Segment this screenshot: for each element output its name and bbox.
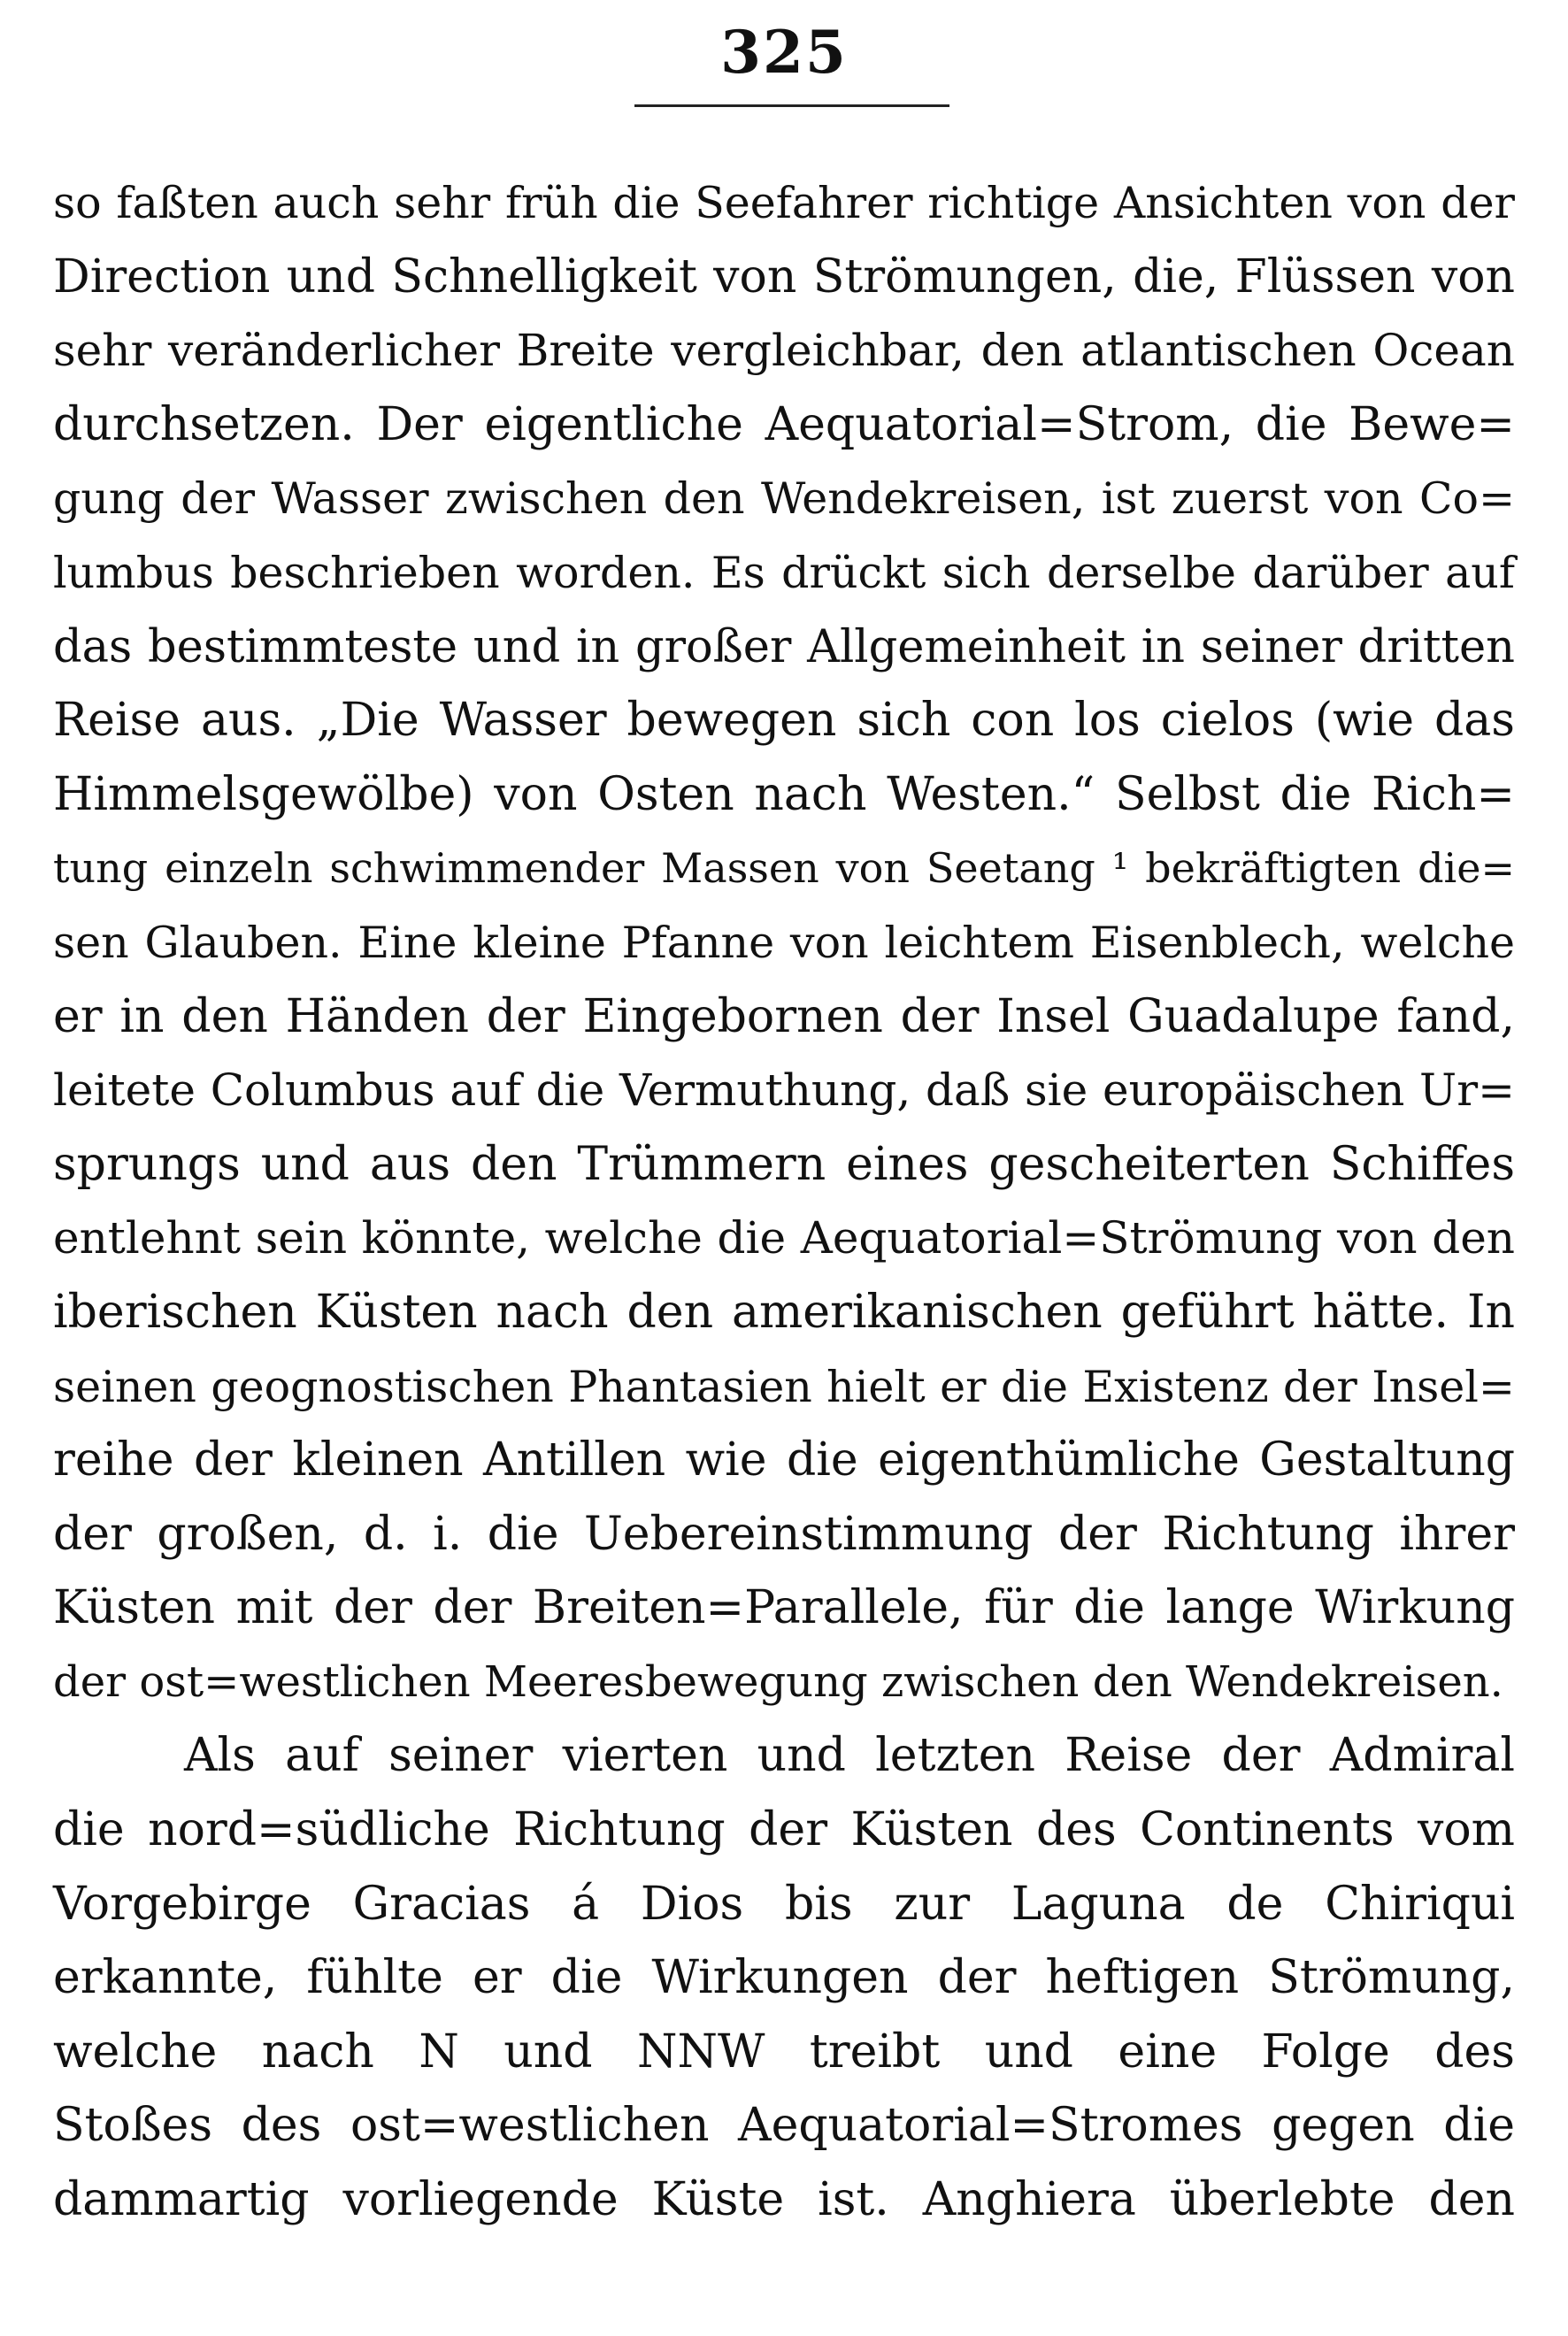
body-text	[53, 166, 1515, 2238]
text-line-18: reihe der kleinen Antillen wie die eigenthümliche Gestaltung	[53, 1433, 1515, 1487]
text-line-7: das bestimmteste und in großer Allgemeinheit in seiner dritten	[53, 620, 1515, 673]
text-line-11: sen Glauben. Eine kleine Pfanne von leichtem Eisenblech, welche	[53, 917, 1515, 968]
page-number: 325	[720, 18, 848, 87]
text-line-12: er in den Händen der Eingebornen der Insel Guadalupe fand,	[53, 989, 1515, 1043]
text-line-16: iberischen Küsten nach den amerikanischen geführt hätte. In	[53, 1285, 1515, 1339]
header-rule	[634, 104, 949, 107]
text-line-27: Stoßes des ost=westlichen Aequatorial=Stromes gegen die	[53, 2099, 1515, 2153]
text-line-25: erkannte, fühlte er die Wirkungen der heftigen Strömung,	[53, 1951, 1515, 2005]
text-line-19: der großen, d. i. die Uebereinstimmung der Richtung ihrer	[53, 1507, 1515, 1561]
text-line-2: Direction und Schnelligkeit von Strömungen, die, Flüssen von	[53, 250, 1515, 304]
text-line-21: der ost=westlichen Meeresbewegung zwischen den Wendekreisen.	[53, 1656, 1503, 1707]
text-line-24: Vorgebirge Gracias á Dios bis zur Laguna de Chiriqui	[53, 1877, 1515, 1931]
text-line-3: sehr veränderlicher Breite vergleichbar, den atlantischen Ocean	[53, 325, 1515, 377]
text-line-23: die nord=südliche Richtung der Küsten des Continents vom	[53, 1803, 1515, 1857]
text-line-28: dammartig vorliegende Küste ist. Anghiera überlebte den	[53, 2173, 1515, 2227]
text-line-22: Als auf seiner vierten und letzten Reise der Admiral	[184, 1729, 1515, 1783]
text-line-14: sprungs und aus den Trümmern eines gescheiterten Schiffes	[53, 1137, 1515, 1191]
text-line-5: gung der Wasser zwischen den Wendekreisen, ist zuerst von Co=	[53, 473, 1515, 525]
text-line-20: Küsten mit der der Breiten=Parallele, für die lange Wirkung	[53, 1581, 1515, 1635]
text-line-17: seinen geognostischen Phantasien hielt er die Existenz der Insel=	[53, 1361, 1515, 1412]
text-line-9: Himmelsgewölbe) von Osten nach Westen.“ Selbst die Rich=	[53, 767, 1515, 821]
text-line-1: so faßten auch sehr früh die Seefahrer richtige Ansichten von der	[53, 178, 1515, 228]
text-line-26: welche nach N und NNW treibt und eine Folge des	[53, 2025, 1515, 2079]
text-line-4: durchsetzen. Der eigentliche Aequatorial=Strom, die Bewe=	[53, 397, 1515, 451]
text-line-10: tung einzeln schwimmender Massen von Seetang ¹ bekräftigten die=	[53, 844, 1515, 893]
text-line-6: lumbus beschrieben worden. Es drückt sich derselbe darüber auf	[53, 547, 1515, 598]
text-line-15: entlehnt sein könnte, welche die Aequatorial=Strömung von den	[53, 1212, 1515, 1264]
text-line-8: Reise aus. „Die Wasser bewegen sich con los cielos (wie das	[53, 694, 1515, 748]
text-line-13: leitete Columbus auf die Vermuthung, daß sie europäischen Ur=	[53, 1064, 1515, 1117]
